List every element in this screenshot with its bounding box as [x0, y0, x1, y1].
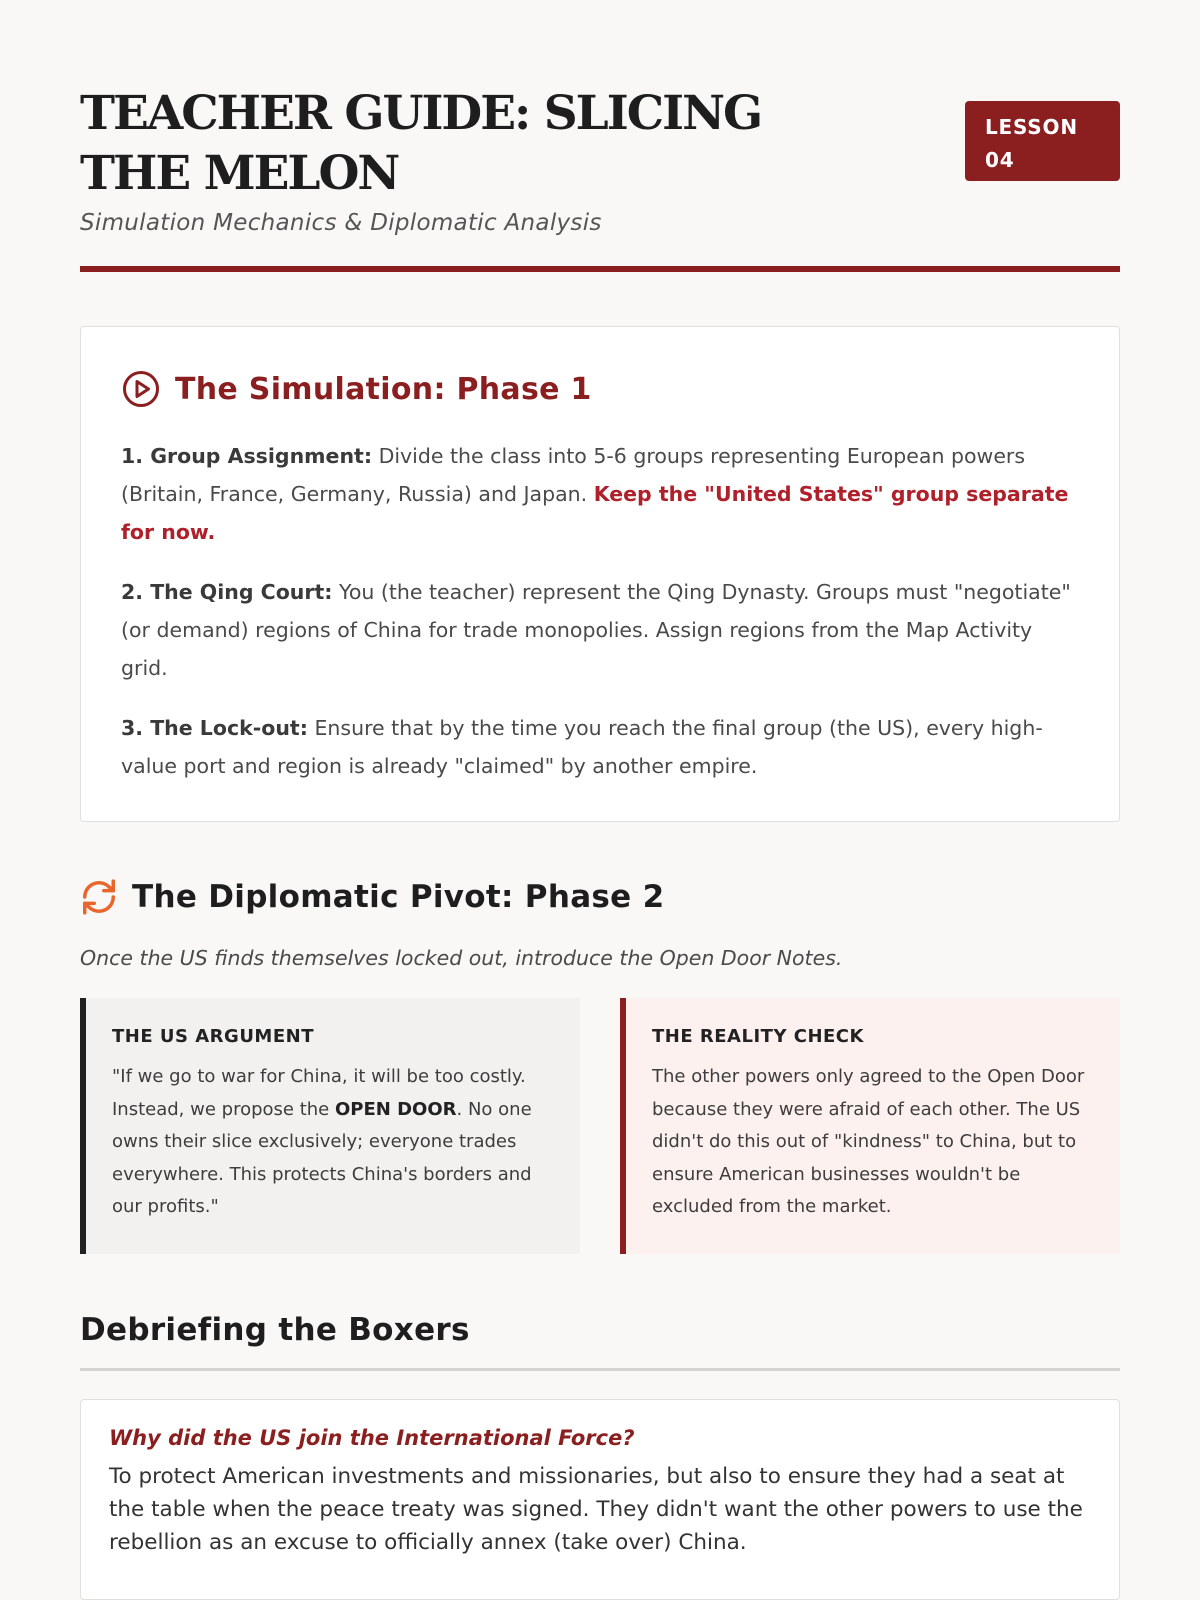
step-label: 3. The Lock-out:	[121, 716, 308, 740]
open-door-emphasis: OPEN DOOR	[334, 1098, 457, 1120]
us-argument-heading: THE US ARGUMENT	[112, 1026, 314, 1047]
us-argument-text-after: . No one owns their slice exclusively; everyone trades everywhere. This protects China's borders and our profits."	[112, 1098, 532, 1217]
lesson-badge-number: 04	[985, 148, 1015, 172]
step-group-assignment	[121, 437, 1079, 551]
debrief-answer: To protect American investments and missionaries, but also to ensure they had a seat at the table when the peace treaty was signed. They didn't want the other powers to use the rebellion as an excuse to officially annex (take over) China.	[109, 1464, 1083, 1555]
page	[80, 0, 1120, 1600]
step-text: You (the teacher) represent the Qing Dynasty. Groups must "negotiate" (or demand) regions of China for trade monopolies. Assign regions from the Map Activity grid.	[121, 580, 1071, 680]
debrief-qa-card	[80, 1399, 1120, 1600]
step-highlight: Keep the "United States" group separate for now.	[121, 482, 1069, 544]
lesson-badge-label: LESSON	[985, 115, 1078, 139]
debrief-question: Why did the US join the International Force?	[109, 1426, 635, 1450]
debrief-section	[80, 1312, 1120, 1600]
us-argument-box	[80, 998, 580, 1254]
step-lock-out	[121, 709, 1079, 785]
step-qing-court	[121, 573, 1079, 687]
refresh-icon	[80, 878, 118, 916]
argument-columns	[80, 998, 1120, 1254]
phase1-heading-text: The Simulation: Phase 1	[175, 371, 592, 407]
phase2-heading	[80, 878, 1120, 916]
phase2-intro: Once the US finds themselves locked out, introduce the Open Door Notes.	[80, 946, 843, 970]
phase1-heading	[121, 369, 1079, 409]
reality-check-box	[620, 998, 1120, 1254]
us-argument-text-before: "If we go to war for China, it will be too costly. Instead, we propose the	[112, 1066, 526, 1120]
phase2-section	[80, 878, 1120, 1254]
phase2-heading-text: The Diplomatic Pivot: Phase 2	[132, 879, 665, 915]
step-label: 2. The Qing Court:	[121, 580, 333, 604]
lesson-badge	[965, 101, 1120, 181]
step-label: 1. Group Assignment:	[121, 444, 373, 468]
us-argument-text	[112, 1061, 554, 1224]
step-text: Divide the class into 5-6 groups representing European powers (Britain, France, Germany, Russia) and Japan.	[121, 444, 1026, 506]
debrief-heading: Debriefing the Boxers	[80, 1312, 1120, 1371]
reality-check-text: The other powers only agreed to the Open Door because they were afraid of each other. The US didn't do this out of "kindness" to China, but to ensure American businesses wouldn't be excluded from the market.	[652, 1066, 1085, 1217]
play-circle-icon	[121, 369, 161, 409]
page-subtitle: Simulation Mechanics & Diplomatic Analysis	[80, 210, 602, 236]
step-text: Ensure that by the time you reach the final group (the US), every high-value port and region is already "claimed" by another empire.	[121, 716, 1043, 778]
page-title: TEACHER GUIDE: SLICING THE MELON	[80, 86, 762, 201]
phase1-card	[80, 326, 1120, 822]
reality-check-heading: THE REALITY CHECK	[652, 1026, 864, 1047]
page-header	[80, 84, 1120, 272]
